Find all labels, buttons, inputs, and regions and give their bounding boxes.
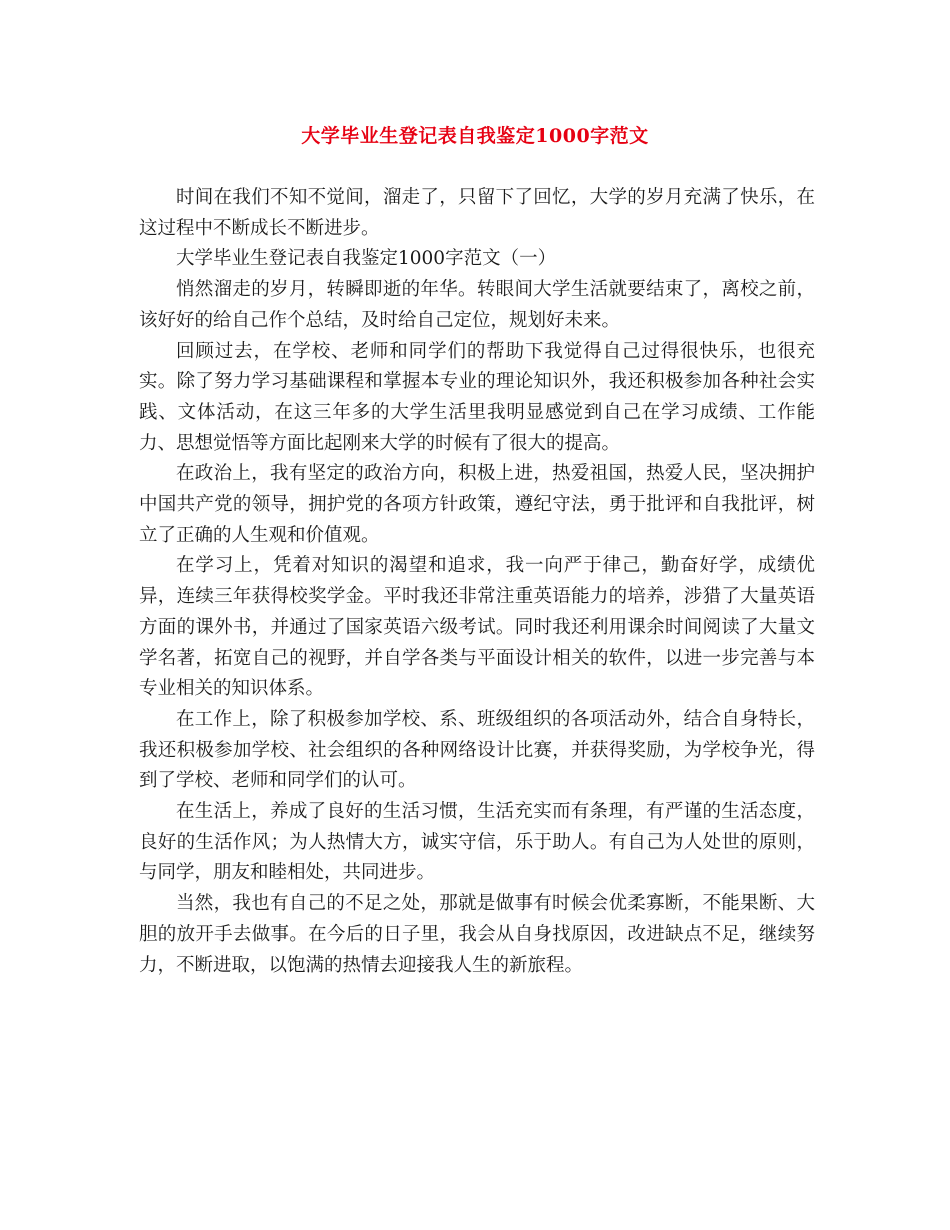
paragraph-shortcomings: 当然，我也有自己的不足之处，那就是做事有时候会优柔寡断，不能果断、大胆的放开手去做事。在今后的日子里，我会从自身找原因，改进缺点不足，继续努力，不断进取，以饱满的热情去迎接我人生的新旅程。 <box>139 893 815 976</box>
paragraph-opening: 悄然溜走的岁月，转瞬即逝的年华。转眼间大学生活就要结束了，离校之前，该好好的给自己作个总结，及时给自己定位，规划好未来。 <box>139 279 815 331</box>
paragraph-life: 在生活上，养成了良好的生活习惯，生活充实而有条理，有严谨的生活态度，良好的生活作风；为人热情大方，诚实守信，乐于助人。有自己为人处世的原则，与同学，朋友和睦相处，共同进步。 <box>139 801 815 884</box>
paragraph-study: 在学习上，凭着对知识的渴望和追求，我一向严于律己，勤奋好学，成绩优异，连续三年获得校奖学金。平时我还非常注重英语能力的培养，涉猎了大量英语方面的课外书，并通过了国家英语六级考试。同时我还利用课余时间阅读了大量文学名著，拓宽自己的视野，并自学各类与平面设计相关的软件，以进一步完善与本专业相关的知识体系。 <box>139 555 815 700</box>
document-title: 大学毕业生登记表自我鉴定1000字范文 <box>301 125 649 147</box>
paragraph-review: 回顾过去，在学校、老师和同学们的帮助下我觉得自己过得很快乐，也很充实。除了努力学习基础课程和掌握本专业的理论知识外，我还积极参加各种社会实践、文体活动，在这三年多的大学生活里我明显感觉到自己在学习成绩、工作能力、思想觉悟等方面比起刚来大学的时候有了很大的提高。 <box>139 340 815 454</box>
paragraph-intro: 时间在我们不知不觉间，溜走了，只留下了回忆，大学的岁月充满了快乐，在这过程中不断成长不断进步。 <box>139 187 815 239</box>
paragraph-subheading: 大学毕业生登记表自我鉴定1000字范文（一） <box>176 248 557 270</box>
document-body <box>139 183 815 981</box>
paragraph-politics: 在政治上，我有坚定的政治方向，积极上进，热爱祖国，热爱人民，坚决拥护中国共产党的领导，拥护党的各项方针政策，遵纪守法，勇于批评和自我批评，树立了正确的人生观和价值观。 <box>139 463 815 546</box>
paragraph-work: 在工作上，除了积极参加学校、系、班级组织的各项活动外，结合自身特长，我还积极参加学校、社会组织的各种网络设计比赛，并获得奖励，为学校争光，得到了学校、老师和同学们的认可。 <box>139 708 815 792</box>
